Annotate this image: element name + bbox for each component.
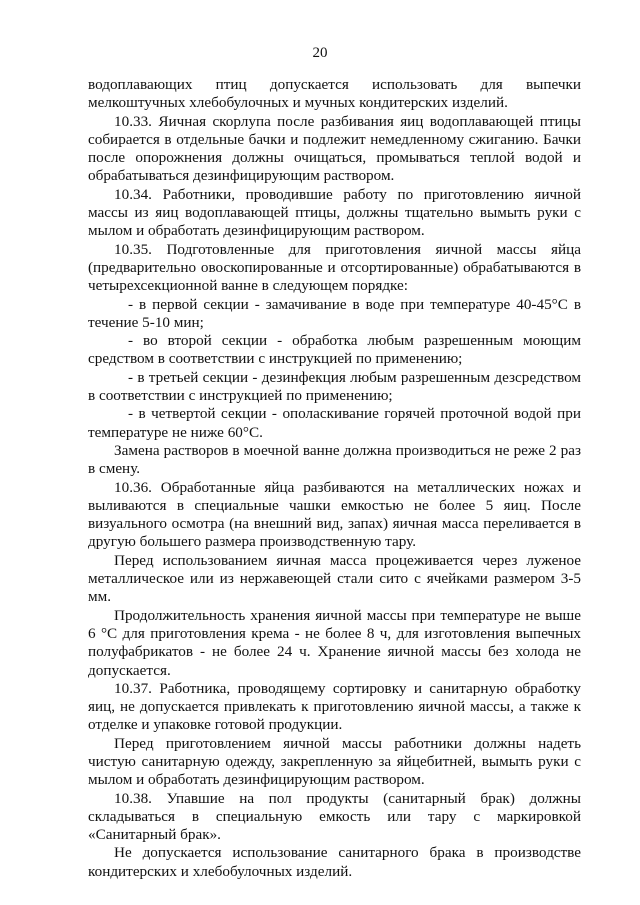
paragraph-continuation: водоплавающих птиц допускается использовать для выпечки мелкоштучных хлебобулочных и мучных кондитерских изделий. — [88, 76, 581, 112]
paragraph-storage: Продолжительность хранения яичной массы при температуре не выше 6 °С для приготовления крема - не более 8 ч, для изготовления выпечных полуфабрикатов - не более 24 ч. Хранение яичной массы без холода не допускается. — [88, 606, 581, 679]
paragraph-prohibition: Не допускается использование санитарного брака в производстве кондитерских и хлебобулочных изделий. — [88, 844, 581, 880]
paragraph-sanitary-clothing: Перед приготовлением яичной массы работники должны надеть чистую санитарную одежду, закрепленную за яйцебитней, вымыть руки с мылом и обработать дезинфицирующим раствором. — [88, 734, 581, 789]
paragraph-10-33: 10.33. Яичная скорлупа после разбивания яиц водоплавающей птицы собирается в отдельные бачки и подлежит немедленному сжиганию. Бачки после опорожнения должны очищаться, промываться теплой водой и обрабатываться дезинфицирующим раствором. — [88, 112, 581, 185]
list-item-section-3: - в третьей секции - дезинфекция любым разрешенным дезсредством в соответствии с инструкцией по применению; — [88, 368, 581, 405]
paragraph-10-36: 10.36. Обработанные яйца разбиваются на металлических ножах и выливаются в специальные чашки емкостью не более 5 яиц. После визуального осмотра (на внешний вид, запах) яичная масса переливается в другую большего размера производственную тару. — [88, 478, 581, 551]
paragraph-10-38: 10.38. Упавшие на пол продукты (санитарный брак) должны складываться в специальную емкость или тару с маркировкой «Санитарный брак». — [88, 789, 581, 844]
paragraph-10-37: 10.37. Работника, проводящему сортировку и санитарную обработку яиц, не допускается привлекать к приготовлению яичной массы, а также к отделке и упаковке готовой продукции. — [88, 679, 581, 734]
paragraph-10-34: 10.34. Работники, проводившие работу по приготовлению яичной массы из яиц водоплавающей птицы, должны тщательно вымыть руки с мылом и обработать дезинфицирующим раствором. — [88, 185, 581, 240]
list-item-section-2: - во второй секции - обработка любым разрешенным моющим средством в соответствии с инструкцией по применению; — [88, 332, 581, 368]
page-number: 20 — [312, 45, 328, 61]
paragraph-solution-change: Замена растворов в моечной ванне должна производиться не реже 2 раз в смену. — [88, 441, 581, 478]
list-item-section-4: - в четвертой секции - ополаскивание горячей проточной водой при температуре не ниже 60°С. — [88, 405, 581, 441]
list-item-section-1: - в первой секции - замачивание в воде при температуре 40-45°С в течение 5-10 мин; — [88, 295, 581, 331]
paragraph-straining: Перед использованием яичная масса процеживается через луженое металлическое или из нержавеющей стали сито с ячейками размером 3-5 мм. — [88, 551, 581, 606]
document-body — [88, 76, 581, 881]
paragraph-10-35: 10.35. Подготовленные для приготовления яичной массы яйца (предварительно овоскопированные и отсортированные) обрабатываются в четырехсекционной ванне в следующем порядке: — [88, 240, 581, 295]
